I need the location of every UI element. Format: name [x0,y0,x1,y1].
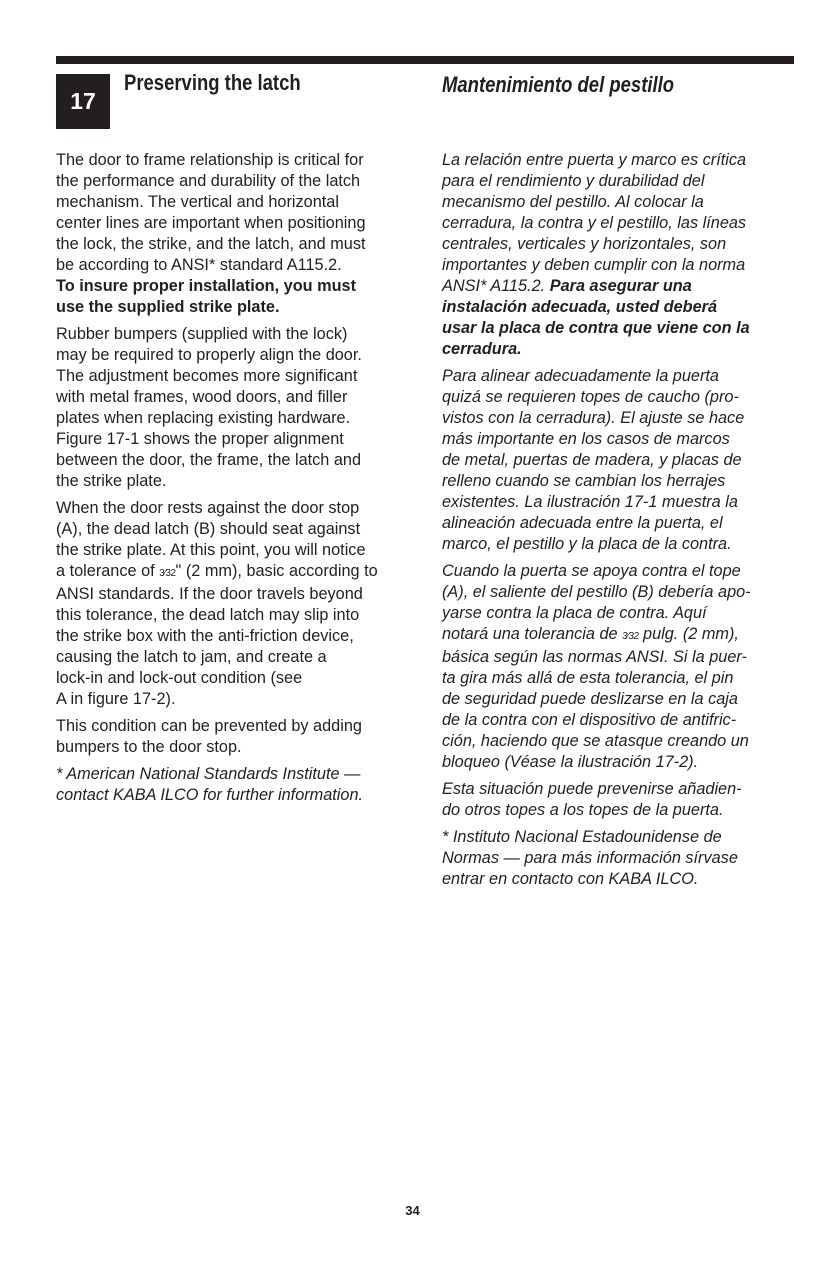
text-line: centrales, verticales y horizontales, son [442,235,727,253]
text-run: pulg. (2 mm), [638,625,739,643]
text-line: may be required to properly align the door. [56,346,362,364]
emphasis-line: cerradura. [442,340,522,358]
section-title-english: Preserving the latch [124,70,301,95]
emphasis-line: use the supplied strike plate. [56,298,280,316]
en-paragraph-1 [56,150,412,318]
section-title-spanish: Mantenimiento del pestillo [442,72,675,97]
text-line: mecanismo del pestillo. Al colocar la [442,193,704,211]
text-line: relleno cuando se cambian los herrajes [442,472,726,490]
text-line: The adjustment becomes more significant [56,367,358,385]
tolerance-fraction: 3⁄32 [159,568,176,579]
text-line: Figure 17-1 shows the proper alignment [56,430,344,448]
es-footnote [442,827,798,890]
text-line: the strike plate. [56,472,167,490]
text-line: de la contra con el dispositivo de antifric- [442,711,737,729]
text-line: cerradura, la contra y el pestillo, las líneas [442,214,747,232]
section-number-badge: 17 [56,74,110,129]
text-line: (A), the dead latch (B) should seat against [56,520,361,538]
text-line: Rubber bumpers (supplied with the lock) [56,325,348,343]
text-run: a tolerance of [56,562,160,580]
header-rule [56,56,794,64]
es-paragraph-2 [442,366,798,555]
text-line: between the door, the frame, the latch and [56,451,362,469]
text-line: ANSI standards. If the door travels beyond [56,585,363,603]
text-line: When the door rests against the door stop [56,499,360,517]
text-line: the lock, the strike, and the latch, and must [56,235,366,253]
text-line: the strike box with the anti-friction device, [56,627,354,645]
es-paragraph-3 [442,561,798,773]
english-column [56,150,412,812]
text-line: do otros topes a los topes de la puerta. [442,801,724,819]
text-line: Cuando la puerta se apoya contra el tope [442,562,741,580]
en-paragraph-3 [56,498,412,710]
text-line: Para alinear adecuadamente la puerta [442,367,719,385]
en-footnote [56,764,412,806]
tolerance-fraction: 3⁄32 [622,631,639,642]
text-line: center lines are important when positioning [56,214,366,232]
emphasis-run: Para asegurar una [549,277,692,295]
text-line: para el rendimiento y durabilidad del [442,172,705,190]
text-line: lock-in and lock-out condition (see [56,669,303,687]
text-line: the strike plate. At this point, you will notice [56,541,366,559]
tolerance-line [442,624,798,647]
spanish-column [442,150,798,896]
text-line: The door to frame relationship is critical for [56,151,364,169]
text-line: This condition can be prevented by adding [56,717,362,735]
text-line: the performance and durability of the latch [56,172,361,190]
emphasis-line: To insure proper installation, you must [56,277,357,295]
text-line: * Instituto Nacional Estadounidense de [442,828,722,846]
text-line: La relación entre puerta y marco es crítica [442,151,747,169]
text-line: ción, haciendo que se atasque creando un [442,732,749,750]
en-paragraph-2 [56,324,412,492]
mixed-line [442,276,798,297]
text-line: bumpers to the door stop. [56,738,242,756]
text-run: notará una tolerancia de [442,625,623,643]
emphasis-line: usar la placa de contra que viene con la [442,319,750,337]
text-run: ANSI* A115.2. [442,277,550,295]
text-line: plates when replacing existing hardware. [56,409,351,427]
text-line: causing the latch to jam, and create a [56,648,327,666]
text-line: A in figure 17-2). [56,690,176,708]
text-line: quizá se requieren topes de caucho (pro- [442,388,739,406]
emphasis-line: instalación adecuada, usted deberá [442,298,718,316]
text-line: existentes. La ilustración 17-1 muestra la [442,493,738,511]
text-line: mechanism. The vertical and horizontal [56,193,339,211]
text-line: bloqueo (Véase la ilustración 17-2). [442,753,699,771]
text-run: " (2 mm), basic according to [175,562,378,580]
text-line: de seguridad puede deslizarse en la caja [442,690,738,708]
text-line: be according to ANSI* standard A115.2. [56,256,342,274]
text-line: importantes y deben cumplir con la norma [442,256,746,274]
text-line: alineación adecuada entre la puerta, el [442,514,723,532]
es-paragraph-1 [442,150,798,360]
text-line: this tolerance, the dead latch may slip into [56,606,360,624]
text-line: yarse contra la placa de contra. Aquí [442,604,707,622]
text-line: (A), el saliente del pestillo (B) debería apo- [442,583,751,601]
text-line: marco, el pestillo y la placa de la contra. [442,535,732,553]
text-line: más importante en los casos de marcos [442,430,730,448]
text-line: vistos con la cerradura). El ajuste se hace [442,409,745,427]
text-line: ta gira más allá de esta tolerancia, el pin [442,669,734,687]
text-line: de metal, puertas de madera, y placas de [442,451,742,469]
text-line: entrar en contacto con KABA ILCO. [442,870,699,888]
es-paragraph-4 [442,779,798,821]
page-number: 34 [405,1203,420,1218]
text-line: básica según las normas ANSI. Si la puer- [442,648,747,666]
text-line: * American National Standards Institute — [56,765,361,783]
text-line: Normas — para más información sírvase [442,849,738,867]
text-line: contact KABA ILCO for further information. [56,786,364,804]
en-paragraph-4 [56,716,412,758]
tolerance-line [56,561,412,584]
text-line: with metal frames, wood doors, and filler [56,388,348,406]
text-line: Esta situación puede prevenirse añadien- [442,780,742,798]
